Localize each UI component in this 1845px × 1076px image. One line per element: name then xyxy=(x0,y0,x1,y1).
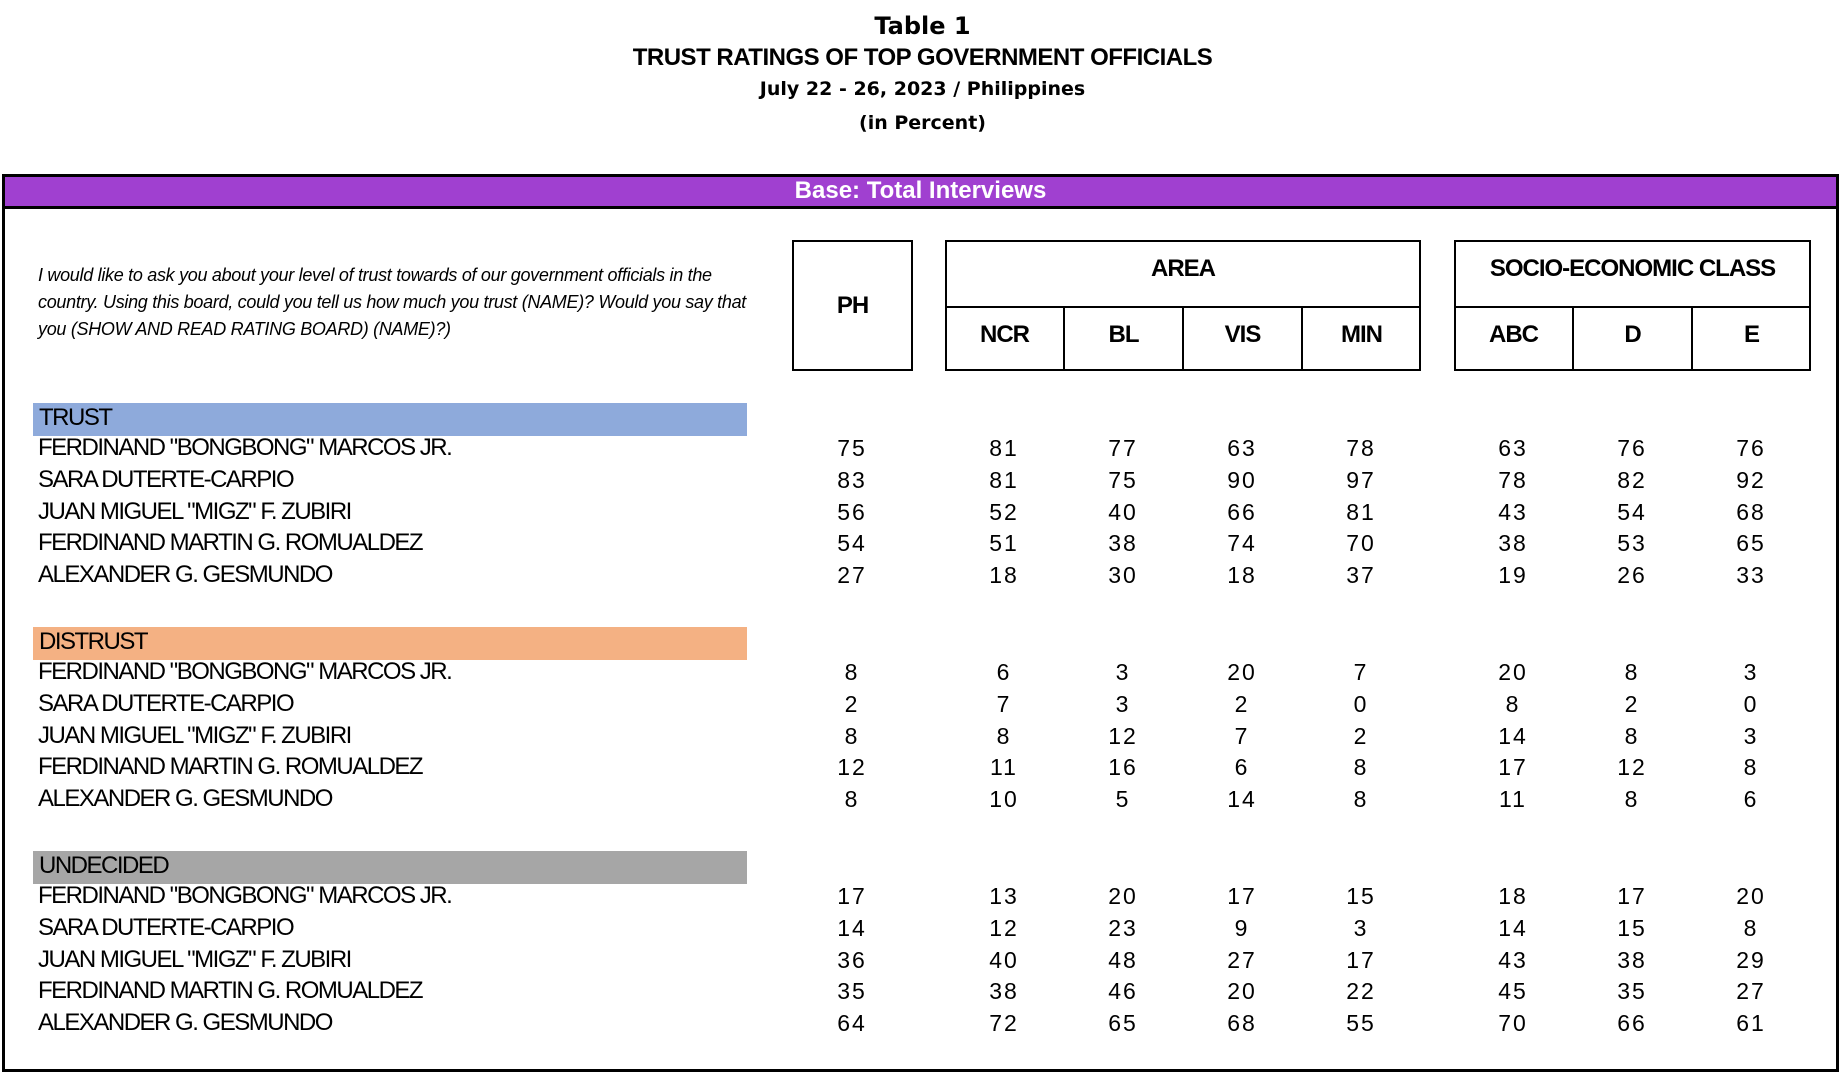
table-cell: 45 xyxy=(1498,978,1528,1005)
table-cell: 15 xyxy=(1617,914,1647,941)
table-cell: 16 xyxy=(1108,754,1138,781)
table-cell: 8 xyxy=(1353,786,1369,813)
table-cell: 11 xyxy=(1499,786,1527,813)
table-cell: 46 xyxy=(1108,978,1138,1005)
table-cell: 17 xyxy=(837,883,867,909)
table-cell: 20 xyxy=(1227,978,1257,1005)
table-cell: 77 xyxy=(1108,435,1138,461)
table-cell: 30 xyxy=(1108,562,1138,589)
table-cell: 20 xyxy=(1498,659,1528,685)
col-header-vis: VIS xyxy=(1224,321,1261,348)
row-label: ALEXANDER G. GESMUNDO xyxy=(38,1009,332,1037)
table-cell: 0 xyxy=(1353,690,1369,717)
table-cell: 35 xyxy=(1617,978,1647,1005)
table-cell: 6 xyxy=(1743,786,1759,813)
table-cell: 7 xyxy=(996,690,1012,717)
table-cell: 2 xyxy=(1624,690,1640,717)
table-cell: 81 xyxy=(989,466,1019,493)
table-cell: 66 xyxy=(1227,498,1257,525)
survey-question: I would like to ask you about your level of trust towards of our government officials in the country. Using this board, could you tell us how much you trust (NAME)? Would you say that you (SHOW AND READ RATING BOARD) (NAME)?) xyxy=(38,265,746,339)
table-cell: 64 xyxy=(837,1010,867,1037)
row-label: FERDINAND "BONGBONG" MARCOS JR. xyxy=(38,882,452,909)
table-cell: 3 xyxy=(1115,659,1131,685)
table-cell: 8 xyxy=(1624,786,1640,813)
table-title: TRUST RATINGS OF TOP GOVERNMENT OFFICIALS xyxy=(632,44,1213,71)
table-cell: 40 xyxy=(989,946,1019,973)
table-cell: 81 xyxy=(989,435,1019,461)
table-cell: 12 xyxy=(989,914,1019,941)
col-header-e: E xyxy=(1743,321,1759,348)
table-cell: 22 xyxy=(1346,978,1376,1005)
table-cell: 14 xyxy=(837,914,867,941)
row-label: FERDINAND MARTIN G. ROMUALDEZ xyxy=(38,753,423,781)
table-cell: 8 xyxy=(844,786,860,813)
table-cell: 18 xyxy=(1498,883,1528,909)
table-cell: 33 xyxy=(1736,562,1766,589)
table-cell: 63 xyxy=(1227,435,1257,461)
table-cell: 61 xyxy=(1736,1010,1766,1037)
table-cell: 56 xyxy=(837,498,867,525)
table-cell: 97 xyxy=(1346,466,1376,493)
table-cell: 38 xyxy=(1617,946,1647,973)
table-cell: 17 xyxy=(1227,883,1257,909)
col-header-ph xyxy=(792,240,913,371)
table-cell: 3 xyxy=(1115,690,1131,717)
table-cell: 70 xyxy=(1346,530,1376,557)
table-cell: 13 xyxy=(989,883,1019,909)
row-label: SARA DUTERTE-CARPIO xyxy=(38,465,294,493)
table-cell: 2 xyxy=(844,690,860,717)
table-cell: 53 xyxy=(1617,530,1647,557)
table-cell: 54 xyxy=(1617,498,1647,525)
table-cell: 54 xyxy=(837,530,867,557)
table-cell: 37 xyxy=(1346,562,1376,589)
row-label: FERDINAND "BONGBONG" MARCOS JR. xyxy=(38,434,452,461)
table-cell: 63 xyxy=(1498,435,1528,461)
table-cell: 75 xyxy=(1108,466,1138,493)
table-cell: 14 xyxy=(1227,786,1257,813)
table-cell: 2 xyxy=(1234,690,1250,717)
table-cell: 72 xyxy=(989,1010,1019,1037)
table-unit: (in Percent) xyxy=(859,112,986,134)
col-header-bl: BL xyxy=(1108,321,1139,348)
table-cell: 76 xyxy=(1617,435,1647,461)
row-label: SARA DUTERTE-CARPIO xyxy=(38,913,294,941)
table-cell: 12 xyxy=(837,754,867,781)
table-cell: 8 xyxy=(996,722,1012,749)
table-cell: 6 xyxy=(1234,754,1250,781)
table-cell: 11 xyxy=(990,754,1018,781)
col-group-area-label: AREA xyxy=(1150,255,1215,282)
row-label: ALEXANDER G. GESMUNDO xyxy=(38,785,332,813)
table-cell: 36 xyxy=(837,946,867,973)
table-cell: 38 xyxy=(989,978,1019,1005)
table-cell: 78 xyxy=(1346,435,1376,461)
section-header-undecided: UNDECIDED xyxy=(33,851,747,884)
table-cell: 35 xyxy=(837,978,867,1005)
table-cell: 8 xyxy=(844,722,860,749)
table-cell: 7 xyxy=(1353,659,1369,685)
table-cell: 48 xyxy=(1108,946,1138,973)
table-cell: 14 xyxy=(1498,722,1528,749)
table-cell: 15 xyxy=(1346,883,1376,909)
table-cell: 3 xyxy=(1743,722,1759,749)
table-cell: 14 xyxy=(1498,914,1528,941)
table-cell: 6 xyxy=(996,659,1012,685)
table-cell: 65 xyxy=(1736,530,1766,557)
table-cell: 52 xyxy=(989,498,1019,525)
table-cell: 38 xyxy=(1108,530,1138,557)
table-cell: 70 xyxy=(1498,1010,1528,1037)
table-cell: 65 xyxy=(1108,1010,1138,1037)
table-cell: 26 xyxy=(1617,562,1647,589)
table-cell: 8 xyxy=(1353,754,1369,781)
table-cell: 66 xyxy=(1617,1010,1647,1037)
table-cell: 10 xyxy=(989,786,1019,813)
table-cell: 75 xyxy=(837,435,867,461)
table-cell: 2 xyxy=(1353,722,1369,749)
table-cell: 68 xyxy=(1736,498,1766,525)
table-number: Table 1 xyxy=(874,12,971,40)
table-cell: 3 xyxy=(1353,914,1369,941)
col-header-min: MIN xyxy=(1341,321,1382,348)
col-header-abc: ABC xyxy=(1489,321,1538,348)
table-cell: 12 xyxy=(1108,722,1138,749)
row-label: ALEXANDER G. GESMUNDO xyxy=(38,561,332,589)
table-cell: 20 xyxy=(1736,883,1766,909)
table-cell: 8 xyxy=(1624,659,1640,685)
table-cell: 20 xyxy=(1108,883,1138,909)
section-header-distrust: DISTRUST xyxy=(33,627,747,660)
table-cell: 17 xyxy=(1617,883,1647,909)
base-label: Base: Total Interviews xyxy=(5,177,1836,209)
table-cell: 55 xyxy=(1346,1010,1376,1037)
table-cell: 17 xyxy=(1498,754,1528,781)
table-cell: 40 xyxy=(1108,498,1138,525)
table-cell: 17 xyxy=(1346,946,1376,973)
table-cell: 27 xyxy=(1736,978,1766,1005)
table-cell: 20 xyxy=(1227,659,1257,685)
row-label: FERDINAND "BONGBONG" MARCOS JR. xyxy=(38,658,452,685)
table-cell: 92 xyxy=(1736,466,1766,493)
table-cell: 23 xyxy=(1108,914,1138,941)
row-label: FERDINAND MARTIN G. ROMUALDEZ xyxy=(38,529,423,557)
table-cell: 29 xyxy=(1736,946,1766,973)
table-cell: 43 xyxy=(1498,498,1528,525)
table-cell: 82 xyxy=(1617,466,1647,493)
row-label: FERDINAND MARTIN G. ROMUALDEZ xyxy=(38,977,423,1005)
table-cell: 5 xyxy=(1115,786,1131,813)
table-cell: 83 xyxy=(837,466,867,493)
table-cell: 27 xyxy=(837,562,867,589)
table-cell: 8 xyxy=(1624,722,1640,749)
table-cell: 9 xyxy=(1234,914,1250,941)
table-cell: 18 xyxy=(989,562,1019,589)
row-label: JUAN MIGUEL "MIGZ" F. ZUBIRI xyxy=(38,721,351,749)
table-cell: 74 xyxy=(1227,530,1257,557)
class-divider xyxy=(1454,306,1811,308)
table-cell: 38 xyxy=(1498,530,1528,557)
row-label: JUAN MIGUEL "MIGZ" F. ZUBIRI xyxy=(38,945,351,973)
table-cell: 90 xyxy=(1227,466,1257,493)
row-label: JUAN MIGUEL "MIGZ" F. ZUBIRI xyxy=(38,497,351,525)
table-cell: 27 xyxy=(1227,946,1257,973)
col-header-ncr: NCR xyxy=(980,321,1029,348)
table-cell: 7 xyxy=(1234,722,1250,749)
col-header-d: D xyxy=(1624,321,1641,348)
col-header-ph-label: PH xyxy=(836,292,869,319)
table-cell: 8 xyxy=(1743,754,1759,781)
row-label: SARA DUTERTE-CARPIO xyxy=(38,689,294,717)
table-cell: 43 xyxy=(1498,946,1528,973)
table-cell: 12 xyxy=(1617,754,1647,781)
table-cell: 8 xyxy=(1505,690,1521,717)
table-subtitle: July 22 - 26, 2023 / Philippines xyxy=(759,78,1086,100)
col-group-class-label: SOCIO-ECONOMIC CLASS xyxy=(1489,255,1776,282)
table-cell: 76 xyxy=(1736,435,1766,461)
section-header-trust: TRUST xyxy=(33,403,747,436)
table-cell: 19 xyxy=(1498,562,1528,589)
table-cell: 3 xyxy=(1743,659,1759,685)
table-cell: 78 xyxy=(1498,466,1528,493)
table-cell: 8 xyxy=(1743,914,1759,941)
table-cell: 8 xyxy=(844,659,860,685)
table-cell: 0 xyxy=(1743,690,1759,717)
table-cell: 68 xyxy=(1227,1010,1257,1037)
table-cell: 18 xyxy=(1227,562,1257,589)
table-cell: 81 xyxy=(1346,498,1376,525)
table-cell: 51 xyxy=(989,530,1019,557)
